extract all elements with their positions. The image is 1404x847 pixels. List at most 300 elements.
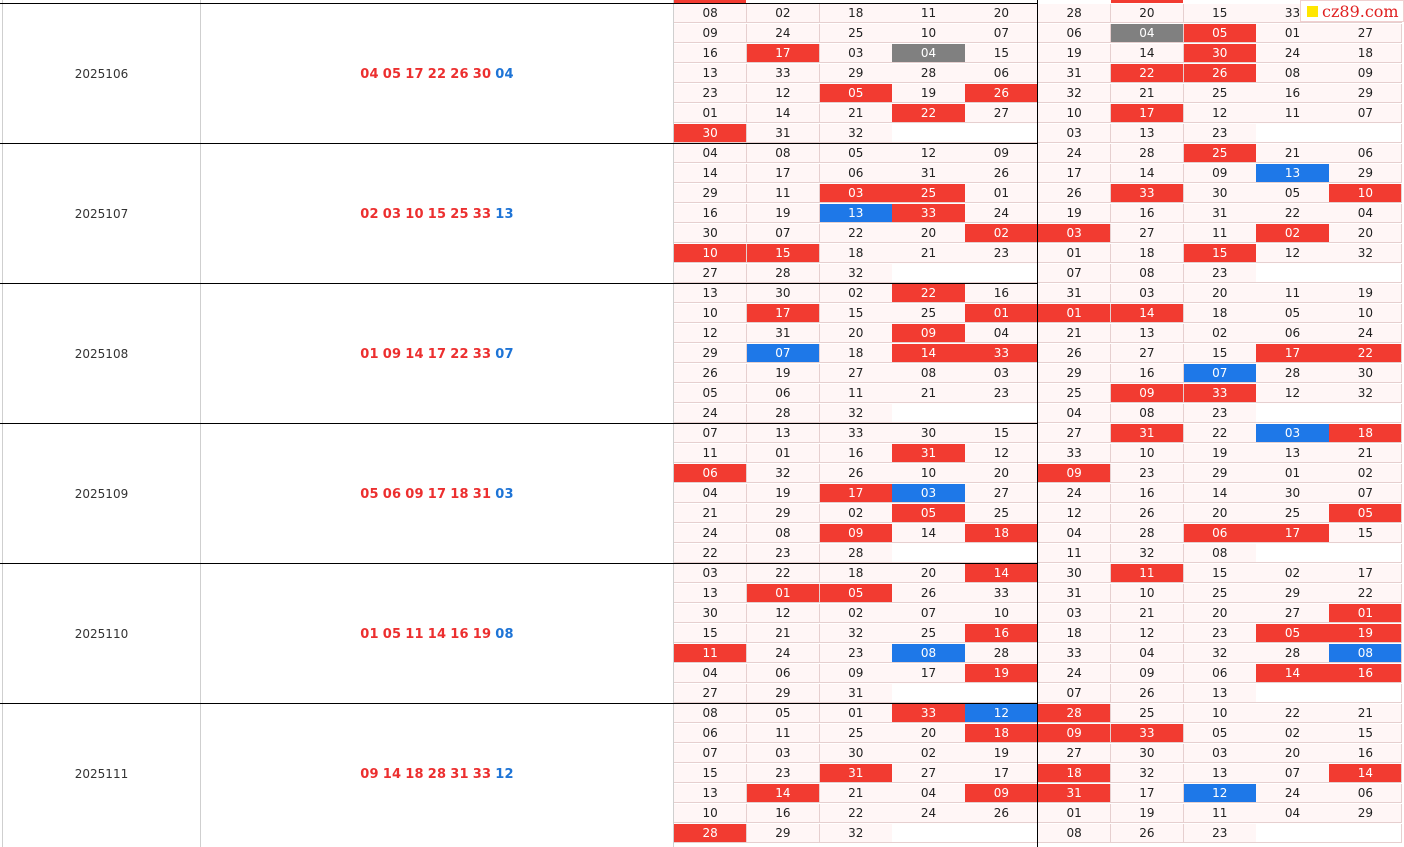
red-ball-number: 14: [382, 766, 402, 782]
grid-cell: 23: [747, 544, 820, 563]
grid-cell: 11: [1256, 104, 1329, 123]
grid-cell: 28: [1256, 364, 1329, 383]
grid-cell-red-hit: 18: [1038, 764, 1111, 783]
grid-cell-red-hit: 14: [1256, 664, 1329, 683]
grid-cell: 12: [965, 444, 1038, 463]
grid-cell: 24: [892, 804, 965, 823]
grid-cell: 04: [1329, 204, 1402, 223]
red-ball-number: 28: [427, 766, 447, 782]
grid-cell: 03: [1184, 744, 1257, 763]
grid-cell: 07: [1256, 764, 1329, 783]
grid-cell: 18: [820, 344, 893, 363]
grid-cell: [1256, 544, 1329, 563]
grid-cell: 17: [965, 764, 1038, 783]
grid-cell: 04: [1038, 524, 1111, 543]
grid-cell: 12: [747, 84, 820, 103]
red-ball-number: 22: [450, 346, 469, 362]
grid-cell-red-hit: 17: [1111, 104, 1184, 123]
grid-cell: 30: [820, 744, 893, 763]
grid-cell-red-hit: 14: [1111, 304, 1184, 323]
grid-cell: 19: [1329, 284, 1402, 303]
number-grid: [674, 144, 1402, 284]
grid-cell-blue-hit: 07: [747, 344, 820, 363]
grid-cell: 12: [1111, 624, 1184, 643]
grid-cell: 25: [1038, 384, 1111, 403]
grid-cell-red-hit: 05: [820, 584, 893, 603]
grid-cell: 13: [674, 784, 747, 803]
grid-cell-red-hit: 33: [1111, 724, 1184, 743]
grid-cell: 02: [820, 504, 893, 523]
grid-cell: 07: [674, 744, 747, 763]
grid-cell: 04: [892, 784, 965, 803]
grid-cell: 16: [820, 444, 893, 463]
grid-cell: 02: [820, 604, 893, 623]
grid-cell: 19: [1038, 44, 1111, 63]
grid-cell-blue-hit: 03: [892, 484, 965, 503]
grid-cell: 11: [674, 444, 747, 463]
grid-cell: 14: [747, 104, 820, 123]
grid-cell: 21: [747, 624, 820, 643]
grid-cell: 14: [674, 164, 747, 183]
grid-cell: [965, 264, 1038, 283]
grid-cell-red-hit: 14: [1329, 764, 1402, 783]
grid-cell: 26: [820, 464, 893, 483]
red-ball-number: 14: [427, 626, 447, 642]
grid-cell: 27: [1111, 344, 1184, 363]
grid-cell: 12: [674, 324, 747, 343]
number-grid: [674, 424, 1402, 564]
grid-cell: 18: [1184, 304, 1257, 323]
number-grid: [674, 564, 1402, 704]
grid-cell-red-hit: 31: [1038, 784, 1111, 803]
grid-cell: 29: [747, 684, 820, 703]
grid-cell: 05: [820, 144, 893, 163]
grid-cell: 10: [892, 24, 965, 43]
grid-cell-blue-hit: 08: [892, 644, 965, 663]
grid-cell-red-hit: 02: [965, 224, 1038, 243]
grid-cell: 21: [820, 104, 893, 123]
issue-number: 2025106: [74, 67, 129, 81]
grid-cell: 15: [1184, 4, 1257, 23]
grid-cell: 07: [1038, 264, 1111, 283]
grid-cell: 30: [674, 224, 747, 243]
red-ball-number: 17: [405, 66, 424, 82]
grid-cell: 20: [892, 564, 965, 583]
grid-cell-red-hit: 09: [965, 784, 1038, 803]
grid-cell: 04: [674, 484, 747, 503]
grid-cell: 23: [1184, 264, 1257, 283]
grid-cell-red-hit: 31: [820, 764, 893, 783]
grid-cell: 23: [674, 84, 747, 103]
grid-cell: 24: [1256, 784, 1329, 803]
grid-cell: 22: [1184, 424, 1257, 443]
grid-cell-red-hit: 02: [1256, 224, 1329, 243]
grid-cell: 33: [820, 424, 893, 443]
grid-cell: 18: [1038, 624, 1111, 643]
grid-cell: 27: [1256, 604, 1329, 623]
grid-cell: 21: [892, 244, 965, 263]
grid-cell: 11: [1038, 544, 1111, 563]
grid-cell-red-hit: 15: [747, 244, 820, 263]
draw-numbers: [201, 704, 673, 844]
grid-cell: 26: [965, 164, 1038, 183]
grid-cell-blue-hit: 13: [1256, 164, 1329, 183]
number-grid: [674, 284, 1402, 424]
grid-cell: 11: [1184, 804, 1257, 823]
grid-cell: 04: [1038, 404, 1111, 423]
grid-cell: 24: [1038, 664, 1111, 683]
grid-cell: 18: [1111, 244, 1184, 263]
grid-cell: 21: [1256, 144, 1329, 163]
red-ball-number: 05: [382, 626, 402, 642]
grid-cell: 30: [674, 604, 747, 623]
grid-cell: 26: [965, 804, 1038, 823]
grid-cell: 21: [892, 384, 965, 403]
grid-cell: 25: [892, 304, 965, 323]
red-ball-number: 02: [360, 206, 379, 222]
grid-cell: 26: [1111, 824, 1184, 843]
red-ball-number: 09: [382, 346, 402, 362]
grid-cell: 31: [1038, 284, 1111, 303]
grid-cell: 13: [1256, 444, 1329, 463]
grid-cell: 22: [820, 224, 893, 243]
grid-cell: 22: [674, 544, 747, 563]
grid-cell: 18: [1329, 44, 1402, 63]
grid-cell: 27: [674, 264, 747, 283]
issue-number: 2025109: [74, 487, 129, 501]
grid-cell: 30: [892, 424, 965, 443]
grid-cell: 08: [1111, 404, 1184, 423]
grid-cell-red-hit: 05: [1184, 24, 1257, 43]
blue-ball-number: 12: [495, 766, 514, 782]
grid-cell: 03: [747, 744, 820, 763]
grid-cell: 32: [820, 824, 893, 843]
grid-cell: 06: [1329, 784, 1402, 803]
grid-cell: 06: [747, 664, 820, 683]
grid-cell-gray-hit: 04: [1111, 24, 1184, 43]
red-ball-number: 15: [427, 206, 447, 222]
draw-numbers: [201, 144, 673, 284]
grid-cell-blue-hit: 08: [1329, 644, 1402, 663]
grid-cell: 30: [1184, 184, 1257, 203]
grid-cell: 01: [965, 184, 1038, 203]
grid-cell-gray-hit: 04: [892, 44, 965, 63]
grid-cell-red-hit: 01: [747, 584, 820, 603]
grid-cell-red-hit: 14: [892, 344, 965, 363]
grid-cell: [965, 544, 1038, 563]
grid-cell: 08: [747, 144, 820, 163]
grid-cell: 19: [747, 364, 820, 383]
grid-cell: 07: [1329, 104, 1402, 123]
grid-cell: 11: [747, 184, 820, 203]
red-ball-number: 25: [450, 206, 469, 222]
red-ball-number: 10: [405, 206, 424, 222]
grid-cell: 09: [1111, 664, 1184, 683]
grid-cell: [892, 404, 965, 423]
grid-cell: 16: [1111, 484, 1184, 503]
grid-cell: 29: [1038, 364, 1111, 383]
red-ball-number: 31: [472, 486, 492, 502]
grid-cell: 25: [1111, 704, 1184, 723]
grid-cell: 24: [674, 524, 747, 543]
grid-cell: 08: [747, 524, 820, 543]
grid-cell: 27: [820, 364, 893, 383]
grid-cell: 25: [820, 724, 893, 743]
grid-cell-red-hit: 26: [965, 84, 1038, 103]
grid-cell: [1256, 684, 1329, 703]
grid-cell: 22: [747, 564, 820, 583]
grid-cell: 04: [674, 144, 747, 163]
grid-cell: 20: [965, 4, 1038, 23]
grid-cell: 32: [820, 264, 893, 283]
grid-cell: 27: [1038, 424, 1111, 443]
issue-number: 2025108: [74, 347, 129, 361]
red-ball-number: 01: [360, 346, 379, 362]
grid-cell: 07: [747, 224, 820, 243]
zone-divider: [1037, 0, 1038, 847]
red-ball-number: 22: [427, 66, 447, 82]
grid-cell: 23: [1184, 124, 1257, 143]
red-ball-number: 09: [405, 486, 424, 502]
grid-cell: 07: [892, 604, 965, 623]
grid-cell: 08: [1038, 824, 1111, 843]
grid-cell-blue-hit: 12: [1184, 784, 1257, 803]
yellow-square-icon: [1307, 6, 1318, 17]
grid-cell: [1329, 824, 1402, 843]
blue-ball-number: 04: [495, 66, 514, 82]
grid-cell: 28: [820, 544, 893, 563]
grid-cell: 21: [820, 784, 893, 803]
grid-cell: 07: [1038, 684, 1111, 703]
grid-cell: 02: [1256, 564, 1329, 583]
grid-cell: 29: [1329, 164, 1402, 183]
grid-cell: 12: [1256, 384, 1329, 403]
grid-cell: 33: [1256, 4, 1329, 23]
draw-numbers: [201, 284, 673, 424]
grid-cell: [892, 124, 965, 143]
grid-cell: 23: [965, 244, 1038, 263]
grid-cell: 02: [1184, 324, 1257, 343]
grid-cell: 27: [674, 684, 747, 703]
issue-number: 2025107: [74, 207, 129, 221]
grid-cell: 32: [1111, 764, 1184, 783]
grid-cell: 24: [1038, 144, 1111, 163]
red-ball-number: 26: [450, 66, 469, 82]
grid-cell: 06: [1038, 24, 1111, 43]
grid-cell: 27: [1329, 24, 1402, 43]
grid-cell: 15: [1184, 344, 1257, 363]
grid-cell: 06: [1329, 144, 1402, 163]
grid-cell: 23: [1111, 464, 1184, 483]
blue-ball-number: 08: [495, 626, 514, 642]
grid-cell: 20: [1329, 224, 1402, 243]
grid-cell-red-hit: 18: [1329, 424, 1402, 443]
grid-cell: 13: [674, 64, 747, 83]
grid-cell: [1329, 404, 1402, 423]
grid-cell-blue-hit: 03: [1256, 424, 1329, 443]
draw-numbers: [201, 4, 673, 144]
grid-cell: 03: [1038, 124, 1111, 143]
grid-cell: 10: [892, 464, 965, 483]
grid-cell-red-hit: 18: [965, 724, 1038, 743]
grid-cell: 03: [1038, 604, 1111, 623]
grid-cell: 26: [674, 364, 747, 383]
grid-cell: 07: [1329, 484, 1402, 503]
grid-cell: 20: [1184, 604, 1257, 623]
grid-cell-red-hit: 16: [965, 624, 1038, 643]
grid-cell: 22: [1256, 204, 1329, 223]
grid-cell: 28: [1111, 144, 1184, 163]
watermark-text: cz89.com: [1322, 1, 1399, 21]
grid-cell-blue-hit: 07: [1184, 364, 1257, 383]
grid-cell: 32: [1038, 84, 1111, 103]
grid-cell: 10: [1184, 704, 1257, 723]
grid-cell: [892, 544, 965, 563]
grid-cell: 21: [1329, 704, 1402, 723]
grid-cell: 25: [820, 24, 893, 43]
grid-cell: 19: [1111, 804, 1184, 823]
grid-cell: 11: [1256, 284, 1329, 303]
grid-cell: 14: [892, 524, 965, 543]
grid-cell-red-hit: 03: [1038, 224, 1111, 243]
grid-cell-red-hit: 11: [674, 644, 747, 663]
grid-cell: 01: [674, 104, 747, 123]
grid-cell: 27: [965, 484, 1038, 503]
grid-cell: 13: [674, 584, 747, 603]
grid-cell: 02: [892, 744, 965, 763]
grid-cell-red-hit: 17: [1256, 524, 1329, 543]
grid-cell-red-hit: 05: [1256, 624, 1329, 643]
grid-cell: 29: [674, 344, 747, 363]
grid-cell: 20: [892, 224, 965, 243]
grid-cell: 19: [747, 204, 820, 223]
red-ball-number: 04: [360, 66, 379, 82]
grid-cell: 06: [1256, 324, 1329, 343]
grid-cell: 24: [747, 644, 820, 663]
grid-cell-blue-hit: 13: [820, 204, 893, 223]
grid-cell: 05: [1256, 304, 1329, 323]
grid-cell: 24: [674, 404, 747, 423]
grid-cell-red-hit: 22: [892, 284, 965, 303]
grid-cell-red-hit: 05: [892, 504, 965, 523]
grid-cell: 32: [820, 124, 893, 143]
grid-cell: 16: [674, 44, 747, 63]
grid-cell: [1256, 824, 1329, 843]
grid-cell-red-hit: 26: [1184, 64, 1257, 83]
grid-cell: 09: [1184, 164, 1257, 183]
grid-cell: 22: [1256, 704, 1329, 723]
grid-cell: 14: [1111, 44, 1184, 63]
grid-cell: 08: [1184, 544, 1257, 563]
red-ball-number: 05: [360, 486, 379, 502]
grid-cell: 26: [892, 584, 965, 603]
grid-cell: 15: [1329, 524, 1402, 543]
grid-cell: 30: [747, 284, 820, 303]
grid-cell: 10: [1329, 304, 1402, 323]
red-ball-number: 03: [382, 206, 402, 222]
grid-cell: 15: [1329, 724, 1402, 743]
grid-cell-red-hit: 09: [820, 524, 893, 543]
grid-cell: 31: [1038, 584, 1111, 603]
grid-cell: 16: [1256, 84, 1329, 103]
grid-cell: 30: [1329, 364, 1402, 383]
red-ball-number: 14: [405, 346, 424, 362]
grid-cell: 13: [1184, 684, 1257, 703]
grid-cell: 16: [1111, 204, 1184, 223]
grid-cell: 29: [747, 824, 820, 843]
grid-cell: 15: [965, 44, 1038, 63]
grid-cell-red-hit: 06: [674, 464, 747, 483]
grid-cell: 32: [1329, 244, 1402, 263]
grid-cell-red-hit: 15: [1184, 244, 1257, 263]
grid-cell: 32: [1111, 544, 1184, 563]
grid-cell-red-hit: 03: [820, 184, 893, 203]
grid-cell: 32: [747, 464, 820, 483]
grid-cell: 08: [1111, 264, 1184, 283]
grid-cell-red-hit: 33: [1111, 184, 1184, 203]
grid-cell: 29: [674, 184, 747, 203]
grid-cell: 33: [1038, 644, 1111, 663]
site-watermark: [1300, 0, 1404, 22]
grid-cell: 18: [820, 244, 893, 263]
grid-cell: 28: [892, 64, 965, 83]
grid-cell: [1256, 264, 1329, 283]
grid-cell: 03: [674, 564, 747, 583]
grid-cell: 20: [965, 464, 1038, 483]
grid-cell: 30: [1256, 484, 1329, 503]
number-grid: [674, 1, 1402, 144]
red-ball-number: 09: [360, 766, 379, 782]
grid-cell: 20: [1111, 4, 1184, 23]
grid-cell: 10: [1038, 104, 1111, 123]
grid-cell: 20: [1184, 284, 1257, 303]
grid-cell-blue-hit: 12: [965, 704, 1038, 723]
blue-ball-number: 03: [495, 486, 514, 502]
grid-cell: 23: [965, 384, 1038, 403]
grid-cell: 19: [892, 84, 965, 103]
grid-cell: 28: [1256, 644, 1329, 663]
grid-cell: 11: [747, 724, 820, 743]
grid-cell-red-hit: 33: [892, 204, 965, 223]
grid-cell: 05: [1184, 724, 1257, 743]
grid-cell: 02: [1256, 724, 1329, 743]
grid-cell: [965, 684, 1038, 703]
grid-cell-red-hit: 16: [1329, 664, 1402, 683]
grid-cell: 17: [747, 164, 820, 183]
grid-cell: 21: [674, 504, 747, 523]
grid-cell: [1329, 544, 1402, 563]
grid-cell: [892, 684, 965, 703]
grid-cell: 12: [1038, 504, 1111, 523]
grid-cell: 31: [1184, 204, 1257, 223]
grid-cell: 05: [1256, 184, 1329, 203]
grid-cell-red-hit: 31: [1111, 424, 1184, 443]
grid-cell: 03: [820, 44, 893, 63]
grid-cell: 01: [1038, 244, 1111, 263]
grid-cell: 19: [747, 484, 820, 503]
grid-cell: 25: [1184, 584, 1257, 603]
grid-cell: 04: [1111, 644, 1184, 663]
grid-cell: 14: [1111, 164, 1184, 183]
grid-cell: 33: [1038, 444, 1111, 463]
grid-cell-red-hit: 22: [1329, 344, 1402, 363]
grid-cell-red-hit: 31: [892, 444, 965, 463]
grid-cell: 11: [1184, 224, 1257, 243]
grid-cell: 28: [747, 404, 820, 423]
grid-cell: 12: [1184, 104, 1257, 123]
grid-cell-red-hit: 30: [1184, 44, 1257, 63]
grid-cell: 33: [747, 64, 820, 83]
